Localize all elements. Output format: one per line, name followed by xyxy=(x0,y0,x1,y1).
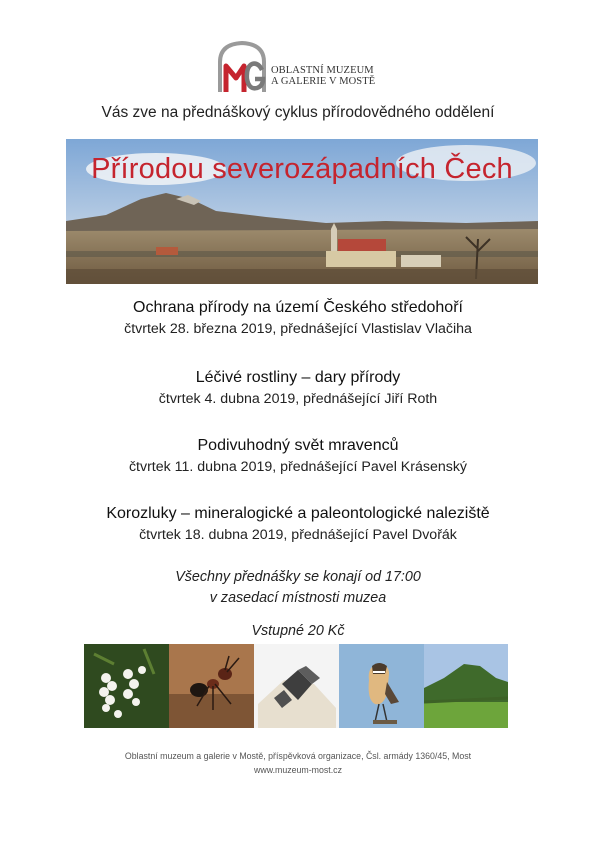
lecture-2 xyxy=(0,369,596,407)
lecture-detail: čtvrtek 4. dubna 2019, přednášející Jiří Roth xyxy=(158,391,438,407)
footer xyxy=(0,749,596,777)
invitation-line: Vás zve na přednáškový cyklus přírodovědného oddělení xyxy=(101,104,495,121)
museum-name-line2: A GALERIE V MOSTĚ xyxy=(271,76,376,87)
lecture-detail: čtvrtek 18. dubna 2019, přednášející Pavel Dvořák xyxy=(139,527,457,543)
museum-name-line1: OBLASTNÍ MUZEUM xyxy=(271,65,374,76)
time-info: Všechny přednášky se konají od 17:00 xyxy=(175,569,421,585)
lecture-title: Ochrana přírody na území Českého středohoří xyxy=(133,299,463,316)
lecture-detail: čtvrtek 11. dubna 2019, přednášející Pavel Krásenský xyxy=(128,459,468,475)
footer-website-link[interactable]: www.muzeum-most.cz xyxy=(254,765,342,775)
museum-name xyxy=(271,65,375,87)
museum-logo xyxy=(216,40,386,98)
lecture-title: Léčivé rostliny – dary přírody xyxy=(195,369,401,386)
admission-fee: Vstupné 20 Kč xyxy=(251,623,345,639)
lecture-info xyxy=(0,567,596,609)
banner-title: Přírodou severozápadních Čech xyxy=(91,153,513,185)
museum-logo-mark xyxy=(216,40,272,98)
hill-landscape-photo xyxy=(424,644,509,728)
photo-strip xyxy=(84,644,508,728)
ant-photo xyxy=(169,644,254,728)
venue-info: v zasedací místnosti muzea xyxy=(209,590,387,606)
white-flowers-photo xyxy=(84,644,169,728)
lecture-title: Podivuhodný svět mravenců xyxy=(197,437,399,454)
bird-photo xyxy=(339,644,424,728)
banner-image xyxy=(66,139,538,284)
mineral-crystal-photo xyxy=(254,644,339,728)
lecture-title: Korozluky – mineralogické a paleontologické naleziště xyxy=(106,505,490,522)
lecture-detail: čtvrtek 28. března 2019, přednášející Vlastislav Vlačiha xyxy=(124,321,472,337)
lecture-4 xyxy=(0,505,596,543)
lecture-3 xyxy=(0,437,596,475)
footer-address: Oblastní muzeum a galerie v Mostě, příspěvková organizace, Čsl. armády 1360/45, Most xyxy=(124,751,472,761)
lecture-1 xyxy=(0,299,596,337)
